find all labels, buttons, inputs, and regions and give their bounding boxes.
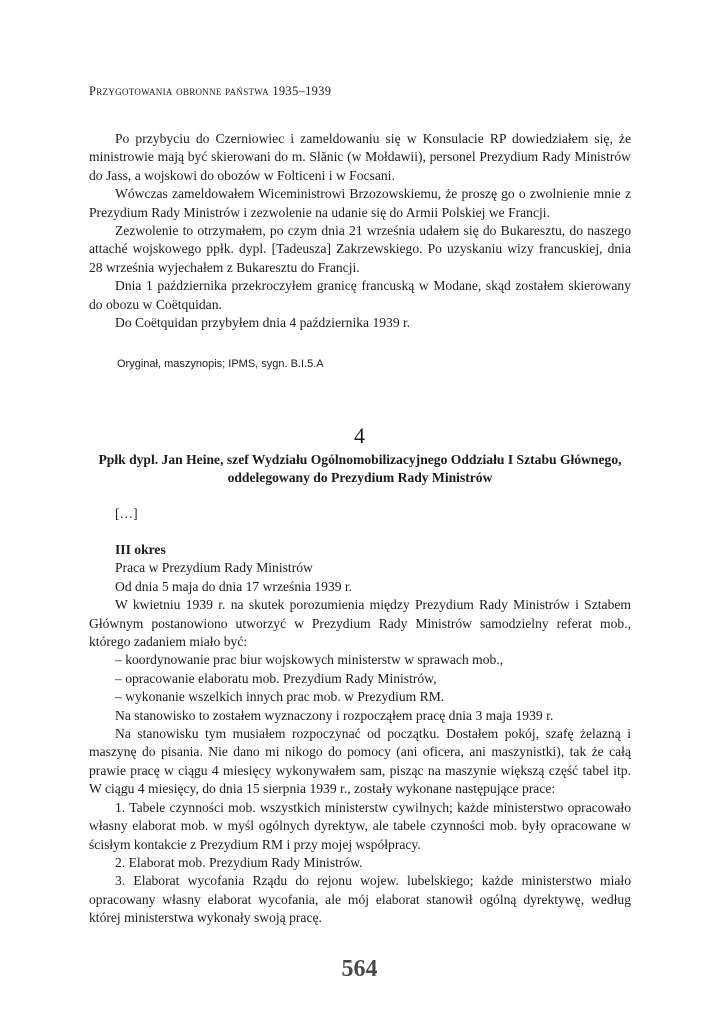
list-item: – koordynowanie prac biur wojskowych ministerstw w sprawach mob., [115, 652, 504, 668]
document-title-line: oddelegowany do Prezydium Rady Ministrów [227, 469, 493, 485]
previous-document-text [89, 130, 631, 332]
list-item: – wykonanie wszelkich innych prac mob. w Prezydium RM. [115, 689, 445, 705]
omission-marker: […] [115, 506, 138, 521]
document-body [89, 541, 631, 928]
paragraph: Do Coëtquidan przybyłem dnia 4 października 1939 r. [115, 315, 411, 331]
source-note: Oryginał, maszynopis; IPMS, sygn. B.I.5.A [117, 358, 324, 370]
paragraph: Po przybyciu do Czerniowiec i zameldowaniu się w Konsulacie RP dowiedziałem się, że ministrowie mają być skierowani do m. Slănic (w Mołdawii), personel Prezydium Rady Ministrów do Jass, a wojskowi do obozów w Folticeni i w Focsani. [89, 131, 631, 183]
list-item: – opracowanie elaboratu mob. Prezydium Rady Ministrów, [115, 670, 437, 686]
paragraph: 3. Elaborat wycofania Rządu do rejonu wojew. lubelskiego; każde ministerstwo miało opracowany własny elaborat wycofania, ale mój elaborat stanowił ogólną dyrektywę, według której ministerstwa wykonały swoją pracę. [89, 873, 631, 926]
paragraph: W kwietniu 1939 r. na skutek porozumienia między Prezydium Rady Ministrów i Sztabem Głównym postanowiono utworzyć w Prezydium Rady Ministrów samodzielny referat mob., którego zadaniem miało być: [89, 597, 631, 650]
paragraph: 2. Elaborat mob. Prezydium Rady Ministrów. [115, 854, 363, 870]
document-title [89, 451, 631, 486]
subheading: Od dnia 5 maja do dnia 17 września 1939 r. [115, 578, 353, 594]
page-number: 564 [341, 956, 378, 982]
document-title-line: Ppłk dypl. Jan Heine, szef Wydziału Ogólnomobilizacyjnego Oddziału I Sztabu Głównego, [98, 452, 622, 467]
paragraph: 1. Tabele czynności mob. wszystkich ministerstw cywilnych; każde ministerstwo opracowało własny elaborat mob. w myśl ogólnych dyrektyw, ale tabele czynności mob. były opracowane w ścisłym kontakcie z Prezydium RM i przy mojej współpracy. [89, 799, 631, 852]
paragraph: Dnia 1 października przekroczyłem granicę francuską w Modane, skąd zostałem skierowany do obozu w Coëtquidan. [89, 278, 631, 312]
task-list [89, 651, 631, 706]
paragraph: Wówczas zameldowałem Wiceministrowi Brzozowskiemu, że proszę go o zwolnienie mnie z Prezydium Rady Ministrów i zezwolenie na udanie się do Armii Polskiej we Francji. [89, 186, 631, 220]
paragraph: Na stanowisko to zostałem wyznaczony i rozpocząłem pracę dnia 3 maja 1939 r. [115, 707, 554, 723]
document-number: 4 [354, 423, 365, 448]
paragraph: Zezwolenie to otrzymałem, po czym dnia 21 września udałem się do Bukaresztu, do naszego attaché wojskowego ppłk. dypl. [Tadeusza] Zakrzewskiego. Po uzyskaniu wizy francuskiej, dnia 28 września wyjechałem z Bukaresztu do Francji. [89, 223, 631, 275]
running-head: Przygotowania obronne państwa 1935–1939 [89, 84, 332, 98]
subheading: Praca w Prezydium Rady Ministrów [115, 560, 313, 576]
paragraph: Na stanowisku tym musiałem rozpoczynać od początku. Dostałem pokój, szafę żelazną i maszynę do pisania. Nie dano mi nikogo do pomocy (ani oficera, ani maszynistki), tak że całą prawie pracę w ciągu 4 miesięcy wykonywałem sam, pisząc na maszynie większą część tabel itp. W ciągu 4 miesięcy, do dnia 15 sierpnia 1939 r., zostały wykonane następujące prace: [89, 726, 631, 797]
section-heading: III okres [115, 542, 166, 557]
